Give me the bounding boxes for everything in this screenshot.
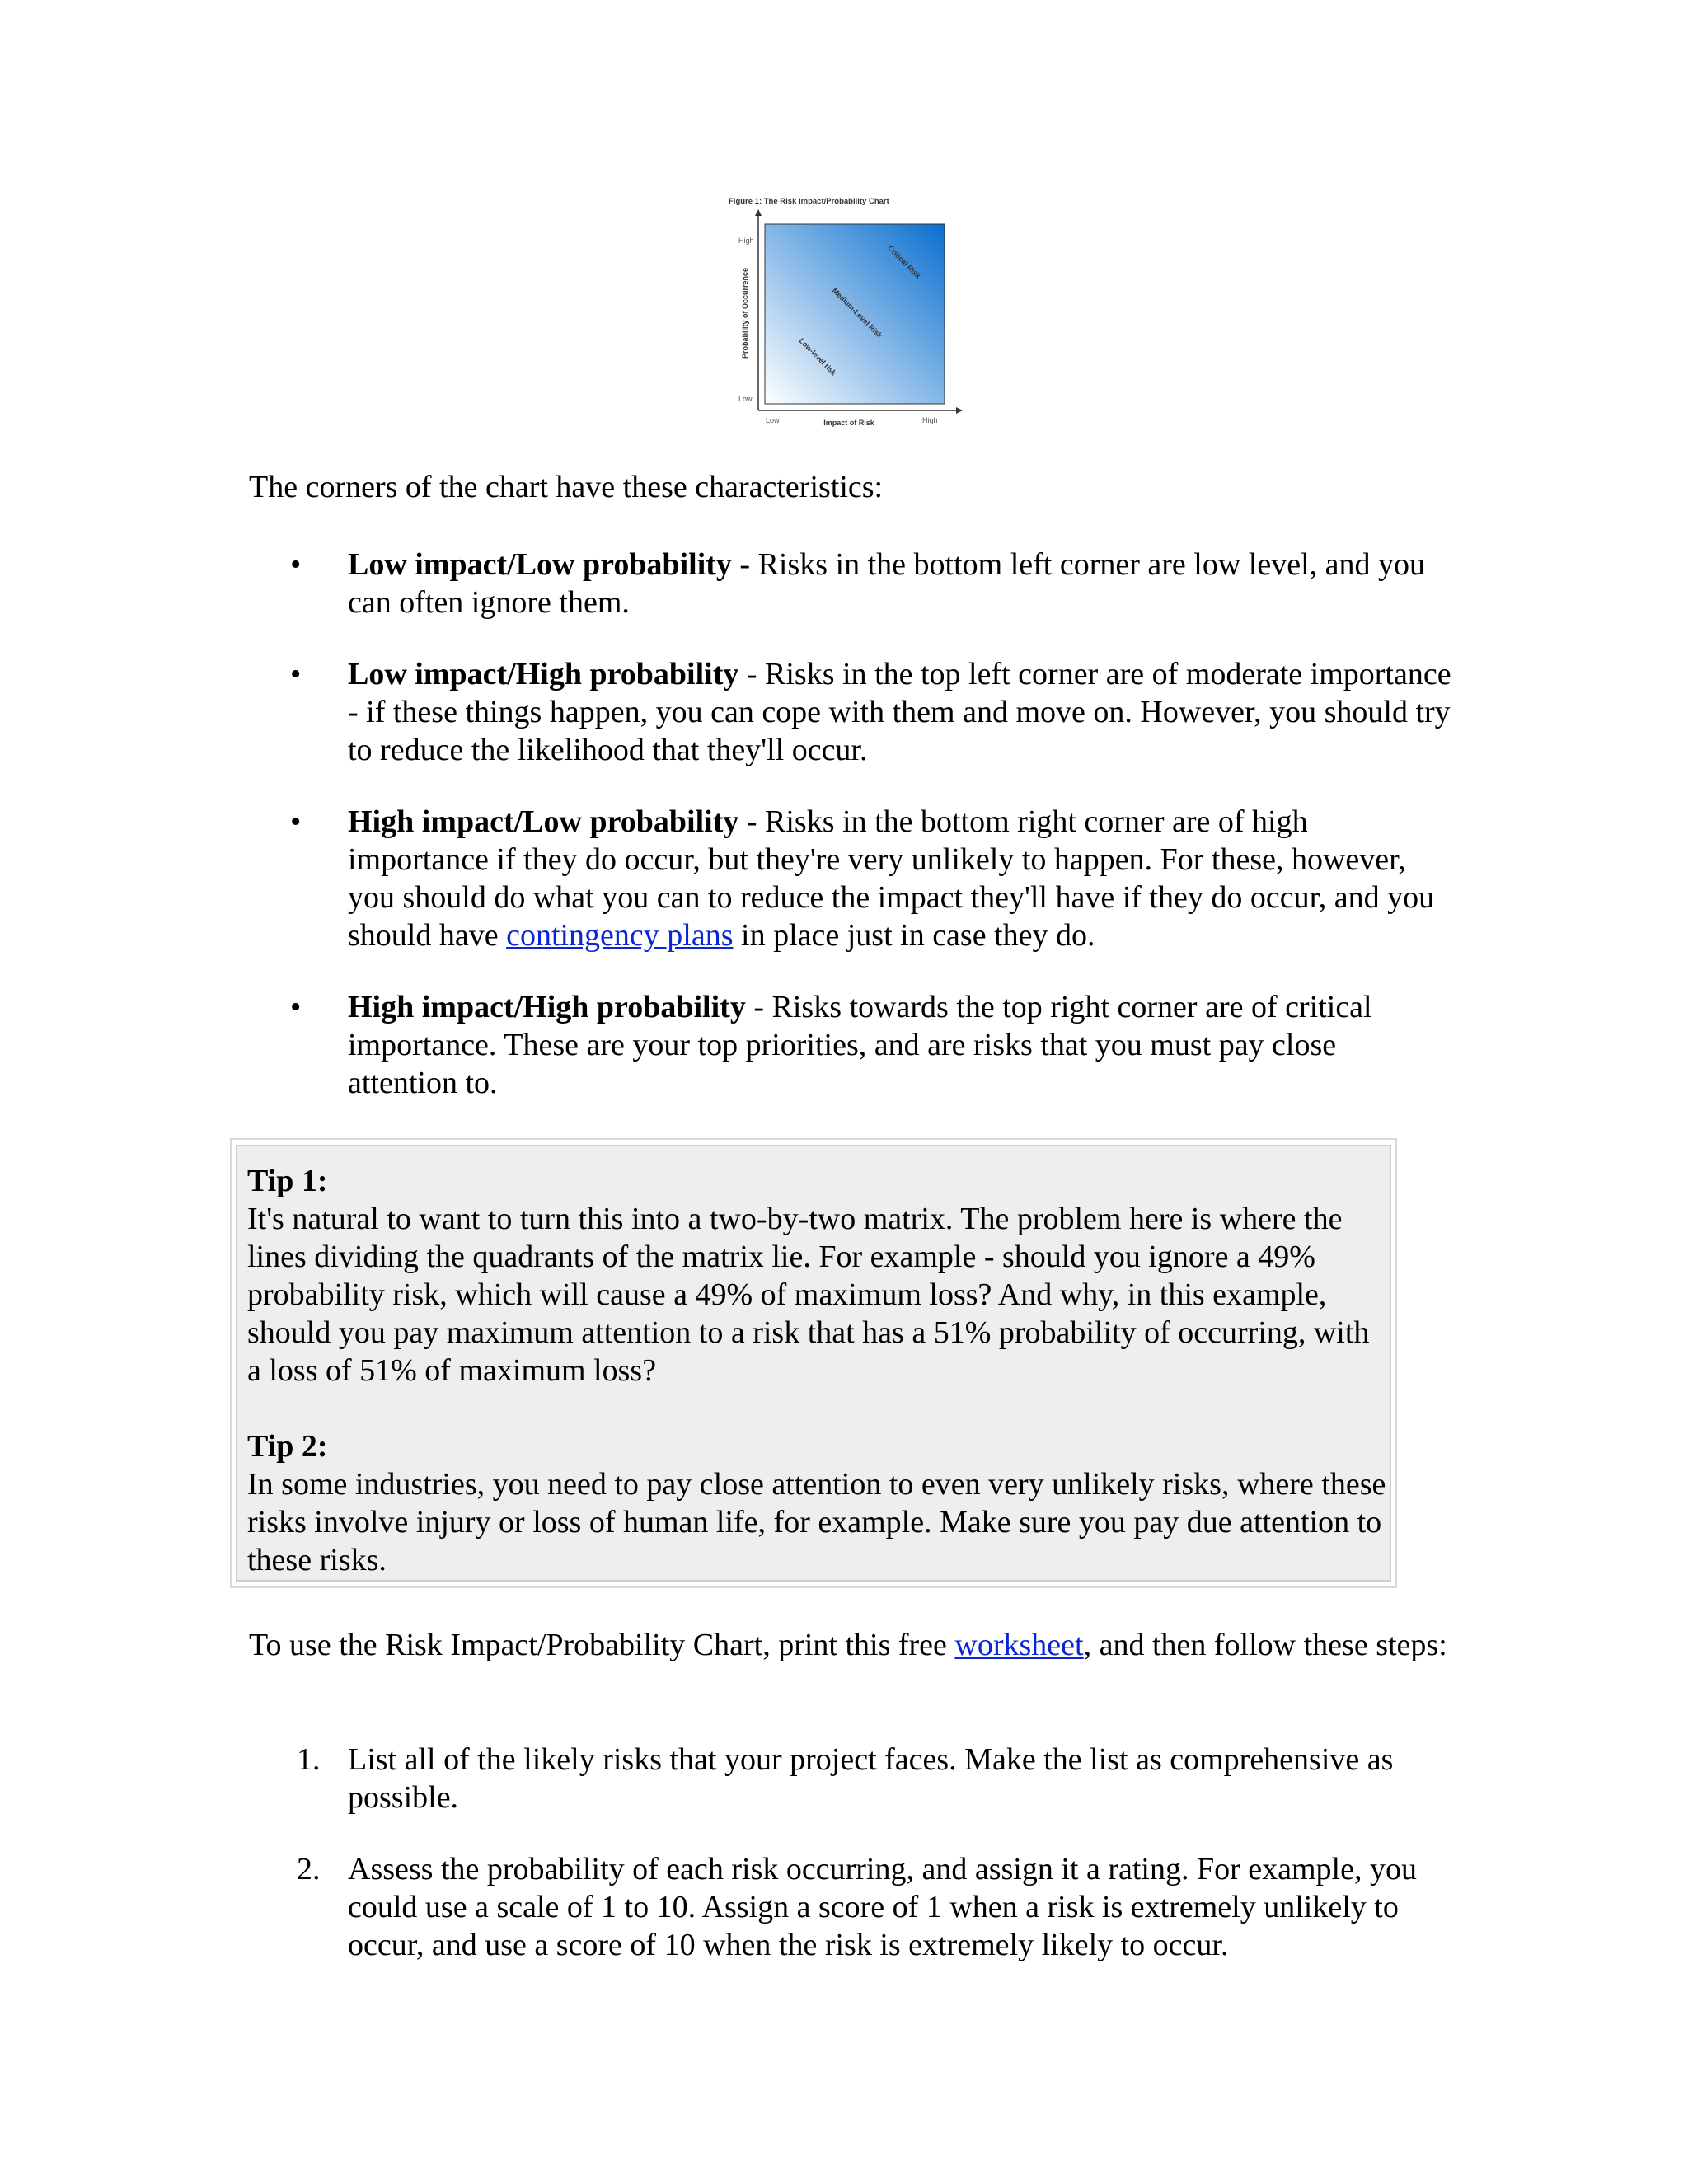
x-low-label: Low	[766, 416, 780, 424]
y-high-label: High	[738, 237, 754, 245]
step-text: List all of the likely risks that your project faces. Make the list as comprehensive as possible.	[348, 1742, 1394, 1815]
tips-box	[230, 1138, 1397, 1588]
y-axis-title: Probability of Occurrence	[741, 267, 749, 359]
corner-item-high-high	[249, 988, 1452, 1102]
corners-list	[249, 546, 1452, 1102]
corner-text: in place just in case they do.	[733, 918, 1095, 953]
step-text: Assess the probability of each risk occurring, and assign it a rating. For example, you could use a scale of 1 to 10. Assign a score of 1 when a risk is extremely unlikely to occur, and use a score of 10 when the risk is extremely likely to occur.	[348, 1852, 1417, 1962]
corner-text: - Risks in the top left corner are of moderate importance - if these things happen, you can cope with them and move on. However, you should try to reduce the likelihood that they'll occur.	[348, 657, 1451, 767]
corner-term: Low impact/Low probability	[348, 547, 732, 582]
tip-1-text: It's natural to want to turn this into a two-by-two matrix. The problem here is where the lines dividing the quadrants of the matrix lie. For example - should you ignore a 49% probability risk, which will cause a 49% of maximum loss? And why, in this example, should you pay maximum attention to a risk that has a 51% probability of occurring, with a loss of 51% of maximum loss?	[247, 1202, 1370, 1388]
tip-spacer	[247, 1390, 1390, 1427]
step-number: 1.	[297, 1742, 321, 1777]
bullet: •	[290, 547, 302, 582]
step-number: 2.	[297, 1852, 321, 1886]
steps-intro	[249, 1626, 1452, 1664]
step-item	[249, 1741, 1452, 1816]
figure-title: Figure 1: The Risk Impact/Probability Chart	[729, 197, 889, 206]
diag-critical-label: Critical Risk	[886, 243, 923, 280]
risk-chart-figure	[717, 190, 989, 437]
corner-term: High impact/High probability	[348, 990, 746, 1024]
content	[249, 468, 1452, 1136]
x-high-label: High	[922, 416, 938, 424]
corner-term: High impact/Low probability	[348, 804, 739, 839]
corner-item-low-low	[249, 546, 1452, 621]
y-low-label: Low	[738, 395, 753, 403]
corner-text: - Risks in the bottom left corner are low level, and you can often ignore them.	[348, 547, 1425, 620]
bullet: •	[290, 657, 302, 691]
y-axis-arrow	[755, 209, 762, 216]
intro-text: The corners of the chart have these characteristics:	[249, 470, 884, 504]
risk-chart-svg	[717, 190, 989, 437]
steps-intro-after: , and then follow these steps:	[1083, 1628, 1447, 1662]
diag-low-label: Low-level risk	[797, 336, 838, 377]
x-axis-title: Impact of Risk	[823, 419, 874, 427]
steps-list	[249, 1741, 1452, 1998]
diag-medium-label: Medium-Level Risk	[830, 286, 884, 340]
x-axis-arrow	[956, 407, 963, 414]
steps-intro-before: To use the Risk Impact/Probability Chart, print this free	[249, 1628, 955, 1662]
bullet: •	[290, 990, 302, 1024]
bullet: •	[290, 804, 302, 839]
contingency-plans-link[interactable]: contingency plans	[506, 918, 734, 953]
corner-term: Low impact/High probability	[348, 657, 739, 691]
tip-2-title: Tip 2:	[247, 1429, 328, 1464]
corner-item-high-low	[249, 803, 1452, 954]
worksheet-link[interactable]: worksheet	[954, 1628, 1084, 1662]
step-item	[249, 1850, 1452, 1964]
corner-text: - Risks in the bottom right corner are of high importance if they do occur, but they're very unlikely to happen. For these, however, you should do what you can to reduce the impact they'll have if they do occur, and you should have	[348, 804, 1435, 953]
tip-2-text: In some industries, you need to pay close attention to even very unlikely risks, where these risks involve injury or loss of human life, for example. Make sure you pay due attention to these risks.	[247, 1467, 1386, 1577]
tip-1-title: Tip 1:	[247, 1164, 328, 1198]
corner-item-low-high	[249, 655, 1452, 769]
corner-text: - Risks towards the top right corner are of critical importance. These are your top priorities, and are risks that you must pay close attention to.	[348, 990, 1372, 1100]
tips-box-inner	[236, 1145, 1391, 1582]
